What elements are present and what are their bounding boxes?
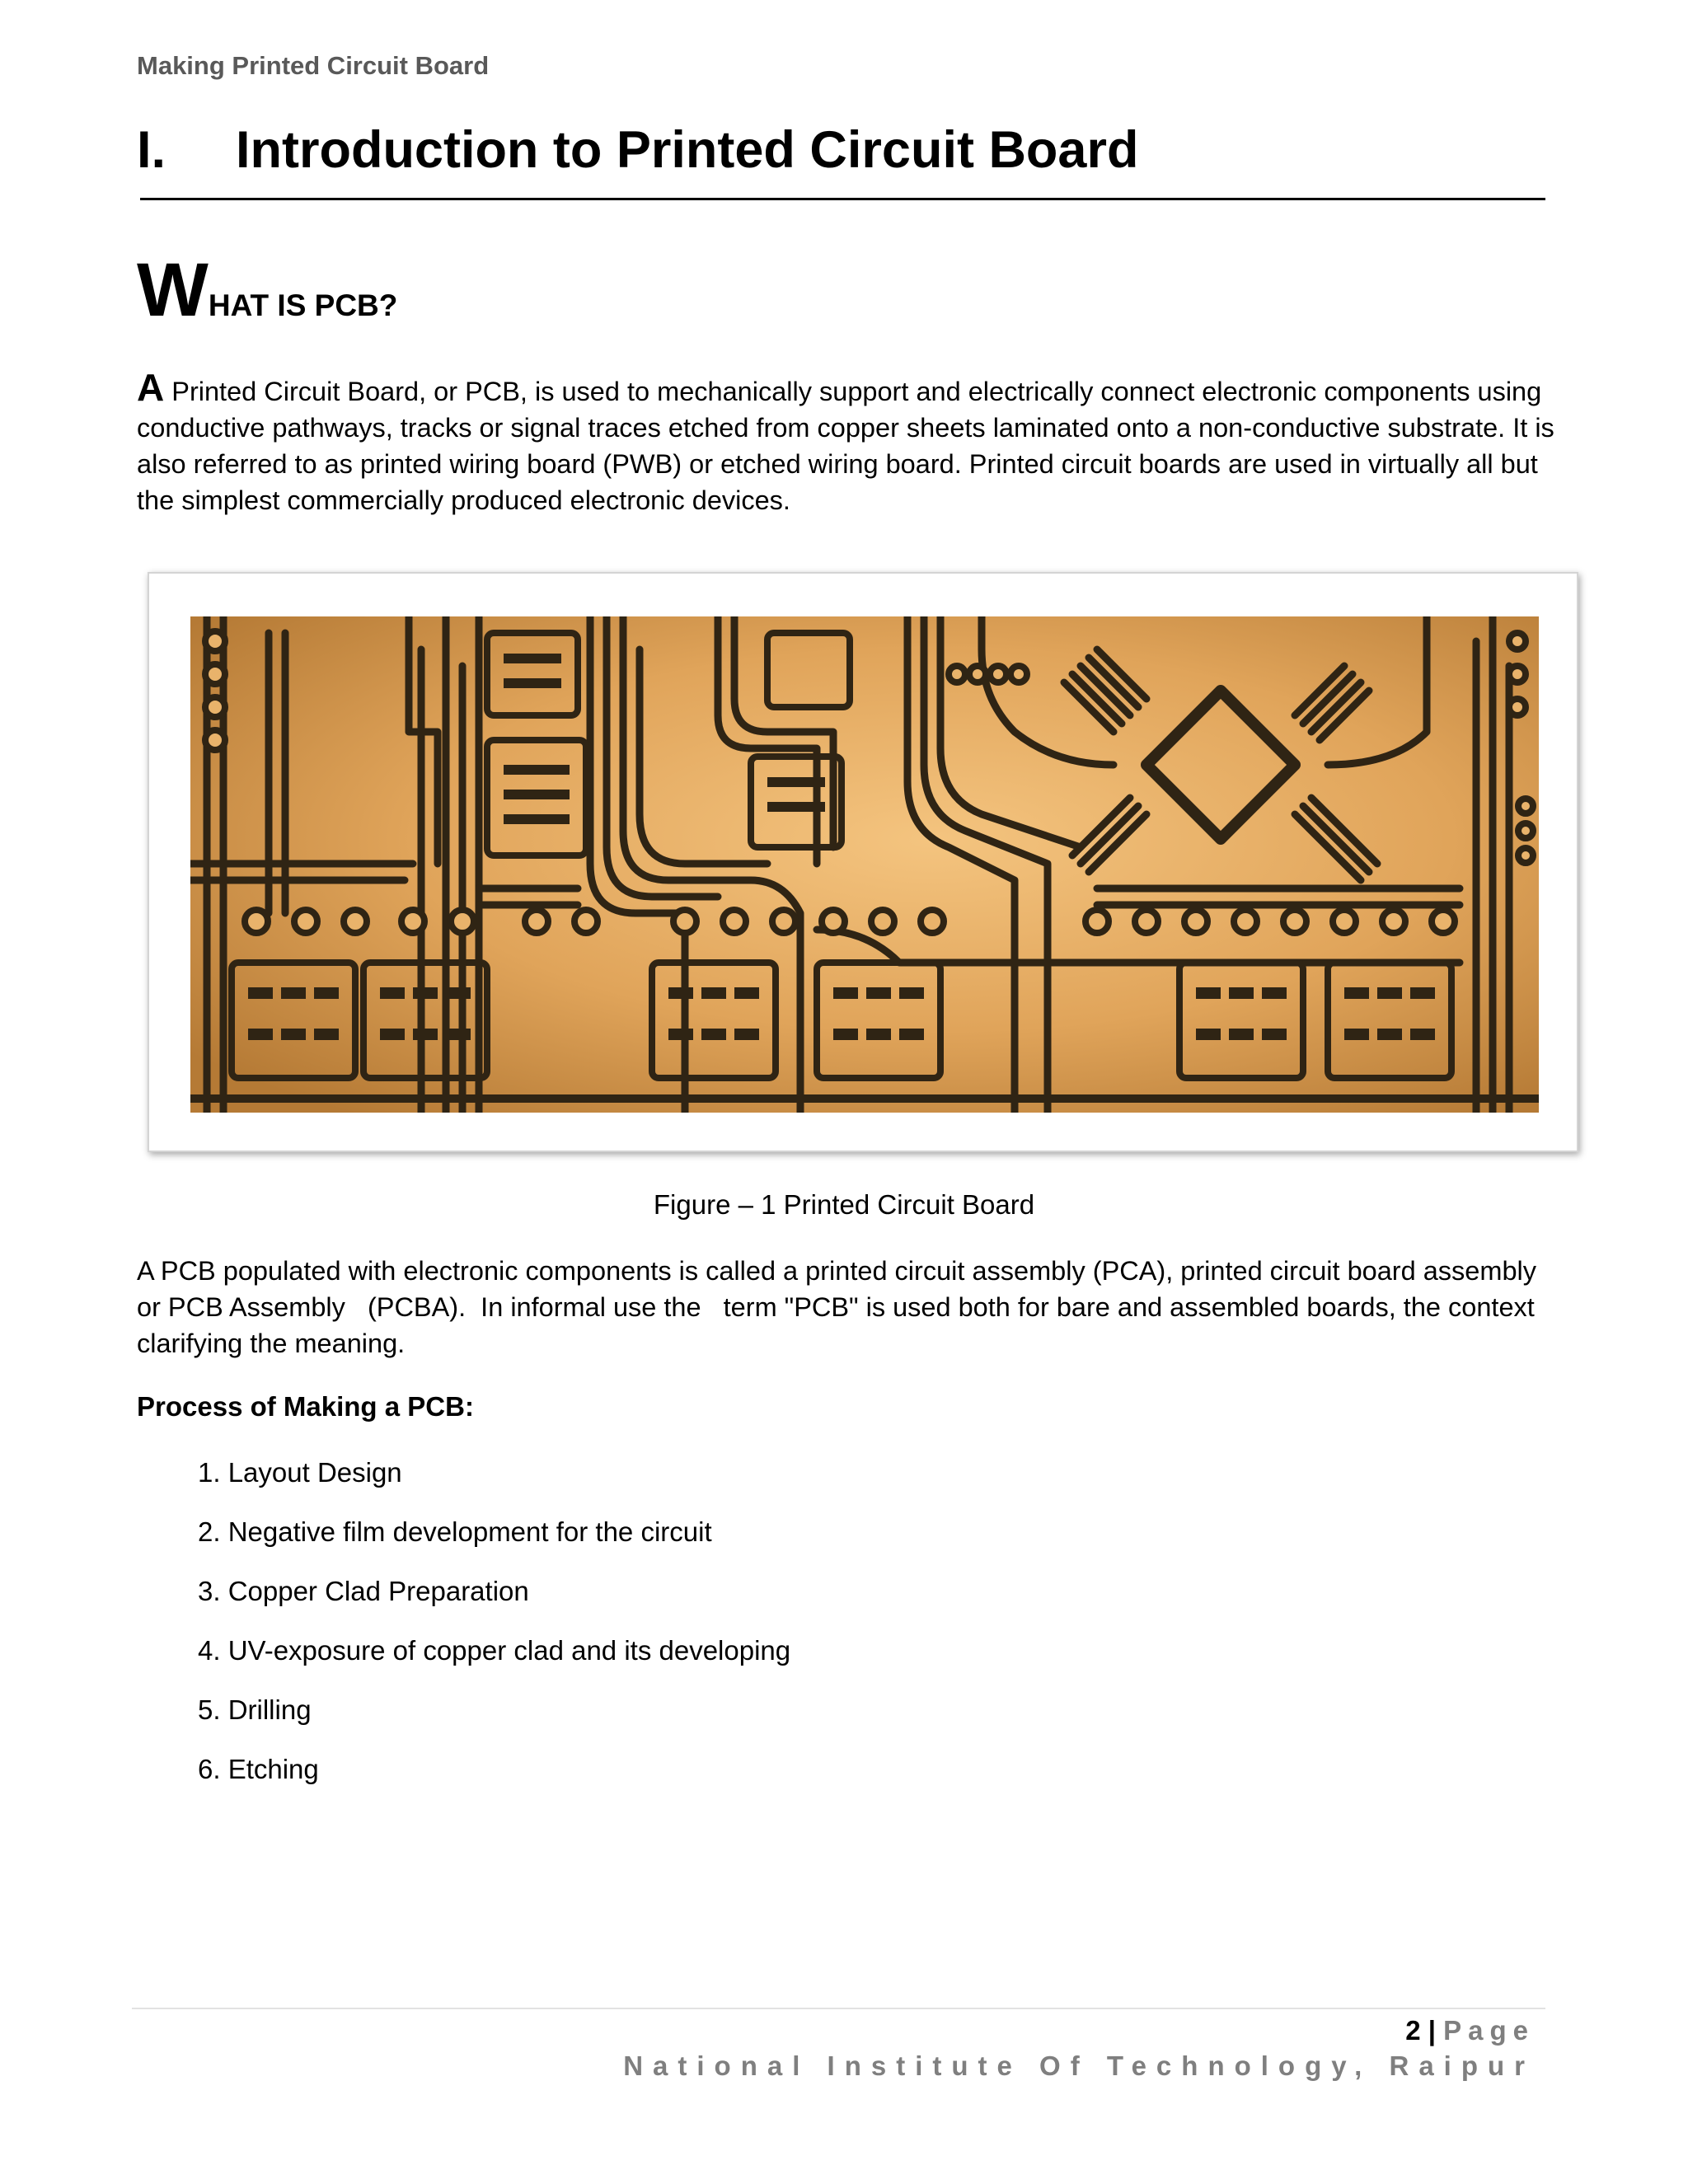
page-number (1405, 2015, 1535, 2046)
pcb-photo (190, 616, 1539, 1113)
page-label: Page (1443, 2015, 1535, 2046)
section-heading-initial: W (137, 248, 209, 332)
figure-frame (148, 572, 1578, 1152)
assembly-paragraph: A PCB populated with electronic components is called a printed circuit assembly (PCA), printed circuit board assembly or PCB Assembly (PCBA). In informal use the term "PCB" is used both for bare and assembled boards, the context clarifying the meaning. (137, 1256, 1559, 1358)
chapter-number: I. (137, 121, 166, 179)
title-rule (140, 198, 1545, 200)
intro-dropcap: A (137, 366, 165, 409)
process-step: 2. Negative film development for the circuit (198, 1516, 712, 1547)
process-step: 3. Copper Clad Preparation (198, 1576, 529, 1606)
section-heading-rest: HAT IS PCB? (208, 288, 398, 322)
chapter-title-text: Introduction to Printed Circuit Board (236, 121, 1139, 179)
running-header: Making Printed Circuit Board (137, 51, 490, 80)
process-step: 1. Layout Design (198, 1457, 402, 1488)
process-step: 4. UV-exposure of copper clad and its developing (198, 1635, 791, 1666)
process-step: 5. Drilling (198, 1694, 312, 1725)
process-steps-list (198, 1455, 790, 1811)
figure-caption: Figure – 1 Printed Circuit Board (653, 1189, 1035, 1220)
footer-rule (132, 2008, 1545, 2009)
page-number-separator: | (1420, 2015, 1444, 2046)
page-number-value: 2 (1405, 2015, 1421, 2046)
process-step: 6. Etching (198, 1754, 319, 1784)
chapter-title (137, 120, 1138, 180)
section-heading (137, 247, 397, 334)
intro-text: Printed Circuit Board, or PCB, is used to mechanically support and electrically connect electronic components using conductive pathways, tracks or signal traces etched from copper sheets laminated onto a non-conductive substrate. It is also referred to as printed wiring board (PWB) or etched wiring board. Printed circuit boards are used in virtually all but the simplest commercially produced electronic devices. (137, 377, 1554, 515)
process-heading: Process of Making a PCB: (137, 1391, 474, 1422)
intro-paragraph (137, 366, 1554, 518)
institute-name: National Institute Of Technology, Raipur (623, 2050, 1535, 2081)
